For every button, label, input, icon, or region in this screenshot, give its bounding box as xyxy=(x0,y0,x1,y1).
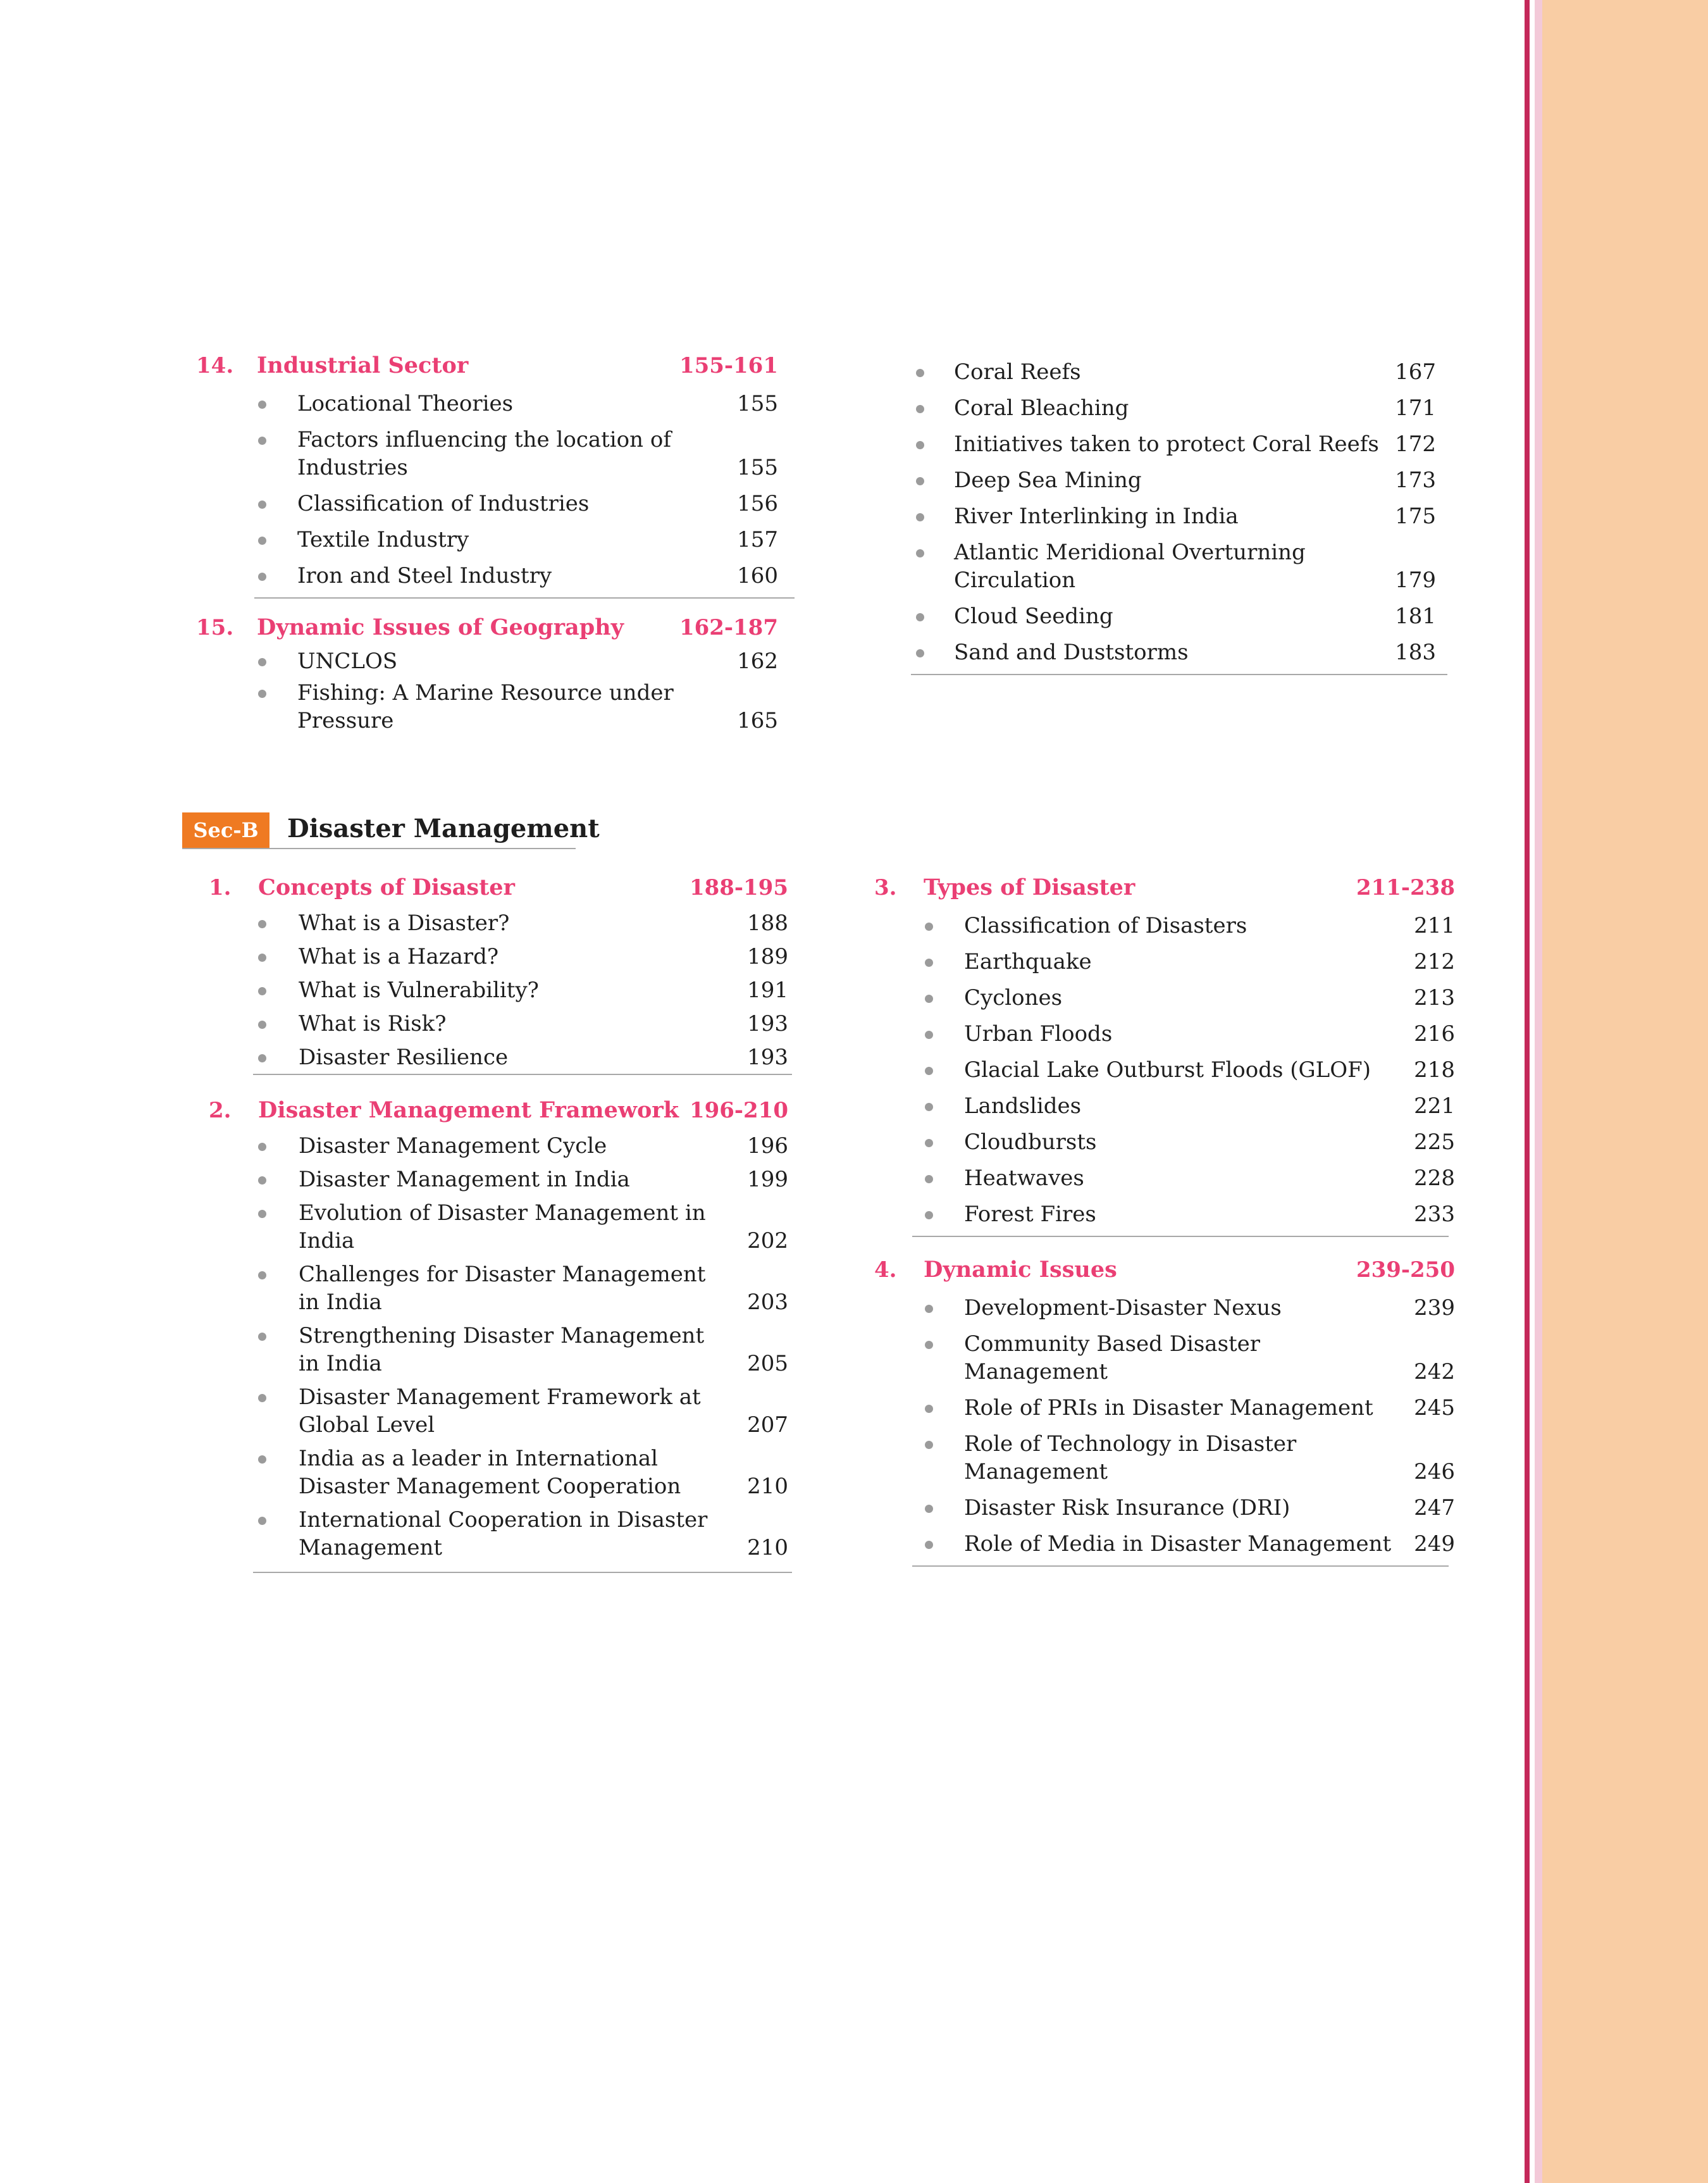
bullet-icon xyxy=(925,1341,933,1349)
bullet-icon xyxy=(258,987,266,995)
entry-page-number: 171 xyxy=(1395,395,1436,421)
entry-title: Textile Industry xyxy=(297,527,469,552)
chapter-number: 2. xyxy=(209,1098,232,1123)
entry-page-number: 213 xyxy=(1414,985,1455,1011)
entry-title: Locational Theories xyxy=(297,391,514,416)
chapter-number: 3. xyxy=(874,875,897,900)
bullet-icon xyxy=(258,437,266,445)
bullet-icon xyxy=(258,1176,266,1185)
toc-entry[interactable] xyxy=(874,1330,1455,1386)
bullet-icon xyxy=(925,1103,933,1111)
entry-page-number: 202 xyxy=(747,1228,788,1253)
topic-list xyxy=(209,1132,788,1562)
entry-title: Role of PRIs in Disaster Management xyxy=(964,1395,1373,1421)
toc-entry[interactable] xyxy=(209,1506,788,1562)
toc-entry[interactable] xyxy=(911,502,1436,530)
entry-page-number: 211 xyxy=(1414,913,1455,938)
entry-title: Coral Bleaching xyxy=(954,395,1129,421)
bullet-icon xyxy=(258,920,266,928)
chapter-number: 15. xyxy=(196,615,234,640)
entry-title: River Interlinking in India xyxy=(954,504,1239,529)
entry-page-number: 203 xyxy=(747,1290,788,1315)
entry-title: Earthquake xyxy=(964,949,1092,974)
entry-page-number: 205 xyxy=(747,1351,788,1376)
bullet-icon xyxy=(258,1271,266,1279)
chapter-page-range: 196-210 xyxy=(689,1098,788,1123)
toc-entry[interactable] xyxy=(196,679,778,735)
entry-page-number: 175 xyxy=(1395,504,1436,529)
entry-page-number: 207 xyxy=(747,1412,788,1438)
toc-entry[interactable] xyxy=(209,1199,788,1255)
toc-entry[interactable] xyxy=(911,538,1436,594)
entry-title: UNCLOS xyxy=(297,649,398,674)
bullet-icon xyxy=(925,1175,933,1183)
entry-page-number: 155 xyxy=(737,391,778,416)
section-rule xyxy=(911,674,1447,675)
entry-title: Iron and Steel Industry xyxy=(297,563,552,588)
toc-entry[interactable] xyxy=(209,1322,788,1378)
section-heading-rule xyxy=(182,848,576,849)
bullet-icon xyxy=(925,1541,933,1549)
entry-page-number: 249 xyxy=(1414,1531,1455,1557)
toc-chapter-15-continued xyxy=(911,350,1436,675)
entry-page-number: 189 xyxy=(747,944,788,969)
bullet-icon xyxy=(916,441,924,449)
topic-list xyxy=(874,1294,1455,1558)
chapter-page-range: 239-250 xyxy=(1356,1257,1455,1283)
bullet-icon xyxy=(925,959,933,967)
entry-page-number: 183 xyxy=(1395,640,1436,665)
topic-list xyxy=(209,909,788,1071)
bullet-icon xyxy=(258,1333,266,1341)
chapter-heading[interactable] xyxy=(209,1095,788,1126)
bullet-icon xyxy=(258,1455,266,1464)
toc-entry[interactable] xyxy=(911,602,1436,630)
toc-entry[interactable] xyxy=(911,466,1436,494)
entry-title: Cloudbursts xyxy=(964,1129,1097,1155)
entry-page-number: 233 xyxy=(1414,1202,1455,1227)
toc-chapter-15 xyxy=(196,612,778,735)
entry-title: Forest Fires xyxy=(964,1202,1096,1227)
toc-chapter-b1 xyxy=(209,872,788,1075)
toc-entry[interactable] xyxy=(874,1494,1455,1522)
chapter-page-range: 188-195 xyxy=(689,875,788,900)
toc-entry[interactable] xyxy=(196,526,778,554)
bullet-icon xyxy=(916,405,924,413)
topic-list xyxy=(911,358,1436,666)
topic-list xyxy=(196,647,778,735)
bullet-icon xyxy=(258,690,266,698)
page-edge-band xyxy=(1542,0,1708,2183)
entry-title: Deep Sea Mining xyxy=(954,468,1142,493)
toc-entry[interactable] xyxy=(874,1530,1455,1558)
entry-page-number: 160 xyxy=(737,563,778,588)
entry-title: Landslides xyxy=(964,1093,1082,1119)
toc-entry[interactable] xyxy=(874,1092,1455,1120)
bullet-icon xyxy=(258,1394,266,1402)
toc-chapter-b3 xyxy=(874,872,1455,1237)
entry-page-number: 155 xyxy=(737,455,778,480)
entry-title: Role of Media in Disaster Management xyxy=(964,1531,1392,1557)
toc-entry[interactable] xyxy=(874,948,1455,976)
bullet-icon xyxy=(258,501,266,509)
bullet-icon xyxy=(925,1031,933,1039)
bullet-icon xyxy=(258,401,266,409)
bullet-icon xyxy=(258,537,266,545)
toc-entry[interactable] xyxy=(911,394,1436,422)
toc-entry[interactable] xyxy=(911,358,1436,386)
toc-entry[interactable] xyxy=(209,1010,788,1038)
entry-page-number: 216 xyxy=(1414,1021,1455,1047)
bullet-icon xyxy=(258,954,266,962)
bullet-icon xyxy=(925,923,933,931)
toc-entry[interactable] xyxy=(874,1430,1455,1486)
toc-chapter-b4 xyxy=(874,1254,1455,1567)
bullet-icon xyxy=(925,1505,933,1513)
entry-page-number: 239 xyxy=(1414,1295,1455,1321)
entry-title: Heatwaves xyxy=(964,1166,1084,1191)
entry-page-number: 225 xyxy=(1414,1129,1455,1155)
chapter-title: Dynamic Issues of Geography xyxy=(257,614,624,640)
entry-title: Development-Disaster Nexus xyxy=(964,1295,1282,1321)
chapter-heading[interactable] xyxy=(874,872,1455,904)
entry-page-number: 173 xyxy=(1395,468,1436,493)
entry-title: Sand and Duststorms xyxy=(954,640,1189,665)
toc-entry[interactable] xyxy=(911,430,1436,458)
chapter-number: 14. xyxy=(196,353,234,378)
entry-page-number: 165 xyxy=(737,708,778,733)
toc-entry[interactable] xyxy=(874,1294,1455,1322)
entry-title: Community Based Disaster Management xyxy=(964,1331,1261,1384)
topic-list xyxy=(196,390,778,590)
topic-list xyxy=(874,912,1455,1228)
entry-page-number: 193 xyxy=(747,1045,788,1070)
chapter-title: Industrial Sector xyxy=(257,352,469,378)
entry-page-number: 157 xyxy=(737,527,778,552)
entry-title: Disaster Management Cycle xyxy=(299,1133,607,1159)
entry-title: Disaster Risk Insurance (DRI) xyxy=(964,1495,1290,1521)
entry-title: Classification of Industries xyxy=(297,491,590,516)
toc-entry[interactable] xyxy=(196,426,778,482)
entry-page-number: 210 xyxy=(747,1535,788,1560)
bullet-icon xyxy=(925,1139,933,1147)
entry-title: What is a Hazard? xyxy=(299,944,499,969)
entry-page-number: 218 xyxy=(1414,1057,1455,1083)
chapter-heading[interactable] xyxy=(874,1254,1455,1286)
bullet-icon xyxy=(916,649,924,657)
toc-entry[interactable] xyxy=(196,390,778,418)
entry-page-number: 172 xyxy=(1395,432,1436,457)
entry-page-number: 156 xyxy=(737,491,778,516)
entry-page-number: 221 xyxy=(1414,1093,1455,1119)
entry-title: Atlantic Meridional Overturning Circulation xyxy=(954,540,1306,593)
toc-entry[interactable] xyxy=(209,976,788,1004)
entry-title: Challenges for Disaster Management in India xyxy=(299,1262,706,1315)
entry-page-number: 242 xyxy=(1414,1359,1455,1384)
chapter-title: Concepts of Disaster xyxy=(258,874,515,900)
section-title: Disaster Management xyxy=(287,814,600,843)
bullet-icon xyxy=(925,1405,933,1413)
entry-page-number: 210 xyxy=(747,1474,788,1499)
entry-title: Disaster Management Framework at Global Level xyxy=(299,1384,701,1438)
entry-title: Strengthening Disaster Management in India xyxy=(299,1323,705,1376)
toc-entry[interactable] xyxy=(209,1043,788,1071)
entry-title: Cyclones xyxy=(964,985,1063,1011)
entry-page-number: 212 xyxy=(1414,949,1455,974)
bullet-icon xyxy=(258,1021,266,1029)
toc-entry[interactable] xyxy=(209,909,788,937)
entry-page-number: 247 xyxy=(1414,1495,1455,1521)
bullet-icon xyxy=(925,1067,933,1075)
entry-title: International Cooperation in Disaster Management xyxy=(299,1507,708,1560)
bullet-icon xyxy=(258,1054,266,1062)
entry-page-number: 228 xyxy=(1414,1166,1455,1191)
chapter-heading[interactable] xyxy=(209,872,788,904)
bullet-icon xyxy=(258,1143,266,1151)
bullet-icon xyxy=(258,1517,266,1525)
entry-title: Factors influencing the location of Industries xyxy=(297,427,671,480)
toc-entry[interactable] xyxy=(874,984,1455,1012)
chapter-title: Disaster Management Framework xyxy=(258,1097,679,1123)
toc-chapter-b2 xyxy=(209,1095,788,1573)
section-rule xyxy=(912,1236,1449,1237)
entry-title: Glacial Lake Outburst Floods (GLOF) xyxy=(964,1057,1371,1083)
toc-entry[interactable] xyxy=(196,647,778,675)
entry-title: Coral Reefs xyxy=(954,359,1081,385)
entry-title: Cloud Seeding xyxy=(954,604,1113,629)
toc-entry[interactable] xyxy=(874,912,1455,940)
bullet-icon xyxy=(916,513,924,521)
section-b-heading xyxy=(182,809,600,849)
bullet-icon xyxy=(925,995,933,1003)
bullet-icon xyxy=(258,1210,266,1218)
toc-entry[interactable] xyxy=(209,1445,788,1500)
chapter-heading[interactable] xyxy=(196,612,778,644)
entry-page-number: 162 xyxy=(737,649,778,674)
section-rule xyxy=(253,1572,792,1573)
toc-entry[interactable] xyxy=(209,1132,788,1160)
chapter-title: Types of Disaster xyxy=(924,874,1136,900)
toc-entry[interactable] xyxy=(196,562,778,590)
entry-title: Role of Technology in Disaster Management xyxy=(964,1431,1297,1484)
toc-entry[interactable] xyxy=(874,1200,1455,1228)
section-rule xyxy=(912,1565,1449,1567)
toc-entry[interactable] xyxy=(874,1164,1455,1192)
entry-page-number: 193 xyxy=(747,1011,788,1036)
entry-page-number: 196 xyxy=(747,1133,788,1159)
toc-entry[interactable] xyxy=(196,490,778,518)
chapter-title: Dynamic Issues xyxy=(924,1257,1117,1283)
bullet-icon xyxy=(916,477,924,485)
entry-title: Fishing: A Marine Resource under Pressure xyxy=(297,680,674,733)
entry-title: Urban Floods xyxy=(964,1021,1113,1047)
toc-entry[interactable] xyxy=(874,1394,1455,1422)
bullet-icon xyxy=(916,549,924,557)
toc-entry[interactable] xyxy=(209,1260,788,1316)
entry-title: Disaster Resilience xyxy=(299,1045,509,1070)
entry-title: Classification of Disasters xyxy=(964,913,1247,938)
toc-entry[interactable] xyxy=(874,1128,1455,1156)
entry-page-number: 245 xyxy=(1414,1395,1455,1421)
toc-entry[interactable] xyxy=(874,1020,1455,1048)
toc-entry[interactable] xyxy=(911,638,1436,666)
chapter-page-range: 155-161 xyxy=(679,353,778,378)
toc-entry[interactable] xyxy=(874,1056,1455,1084)
toc-entry[interactable] xyxy=(209,1383,788,1439)
bullet-icon xyxy=(925,1305,933,1313)
entry-page-number: 191 xyxy=(747,978,788,1003)
page-edge-line xyxy=(1525,0,1530,2183)
bullet-icon xyxy=(925,1211,933,1219)
entry-page-number: 199 xyxy=(747,1167,788,1192)
entry-page-number: 246 xyxy=(1414,1459,1455,1484)
toc-entry[interactable] xyxy=(209,1166,788,1193)
toc-entry[interactable] xyxy=(209,943,788,971)
entry-title: Evolution of Disaster Management in India xyxy=(299,1200,706,1253)
section-rule xyxy=(254,597,795,599)
entry-title: What is Vulnerability? xyxy=(299,978,539,1003)
bullet-icon xyxy=(258,573,266,581)
entry-title: What is a Disaster? xyxy=(299,911,510,936)
entry-page-number: 181 xyxy=(1395,604,1436,629)
toc-chapter-14 xyxy=(196,350,778,599)
chapter-number: 4. xyxy=(874,1257,897,1283)
entry-title: India as a leader in International Disaster Management Cooperation xyxy=(299,1446,681,1499)
bullet-icon xyxy=(258,658,266,666)
chapter-page-range: 211-238 xyxy=(1356,875,1455,900)
entry-page-number: 188 xyxy=(747,911,788,936)
section-tag: Sec-B xyxy=(182,812,269,848)
entry-page-number: 179 xyxy=(1395,568,1436,593)
chapter-heading[interactable] xyxy=(196,350,778,382)
entry-page-number: 167 xyxy=(1395,359,1436,385)
chapter-page-range: 162-187 xyxy=(679,615,778,640)
chapter-number: 1. xyxy=(209,875,232,900)
bullet-icon xyxy=(916,613,924,621)
bullet-icon xyxy=(925,1441,933,1449)
entry-title: Disaster Management in India xyxy=(299,1167,630,1192)
section-rule xyxy=(253,1074,792,1075)
entry-title: Initiatives taken to protect Coral Reefs xyxy=(954,432,1379,457)
bullet-icon xyxy=(916,369,924,377)
entry-title: What is Risk? xyxy=(299,1011,447,1036)
